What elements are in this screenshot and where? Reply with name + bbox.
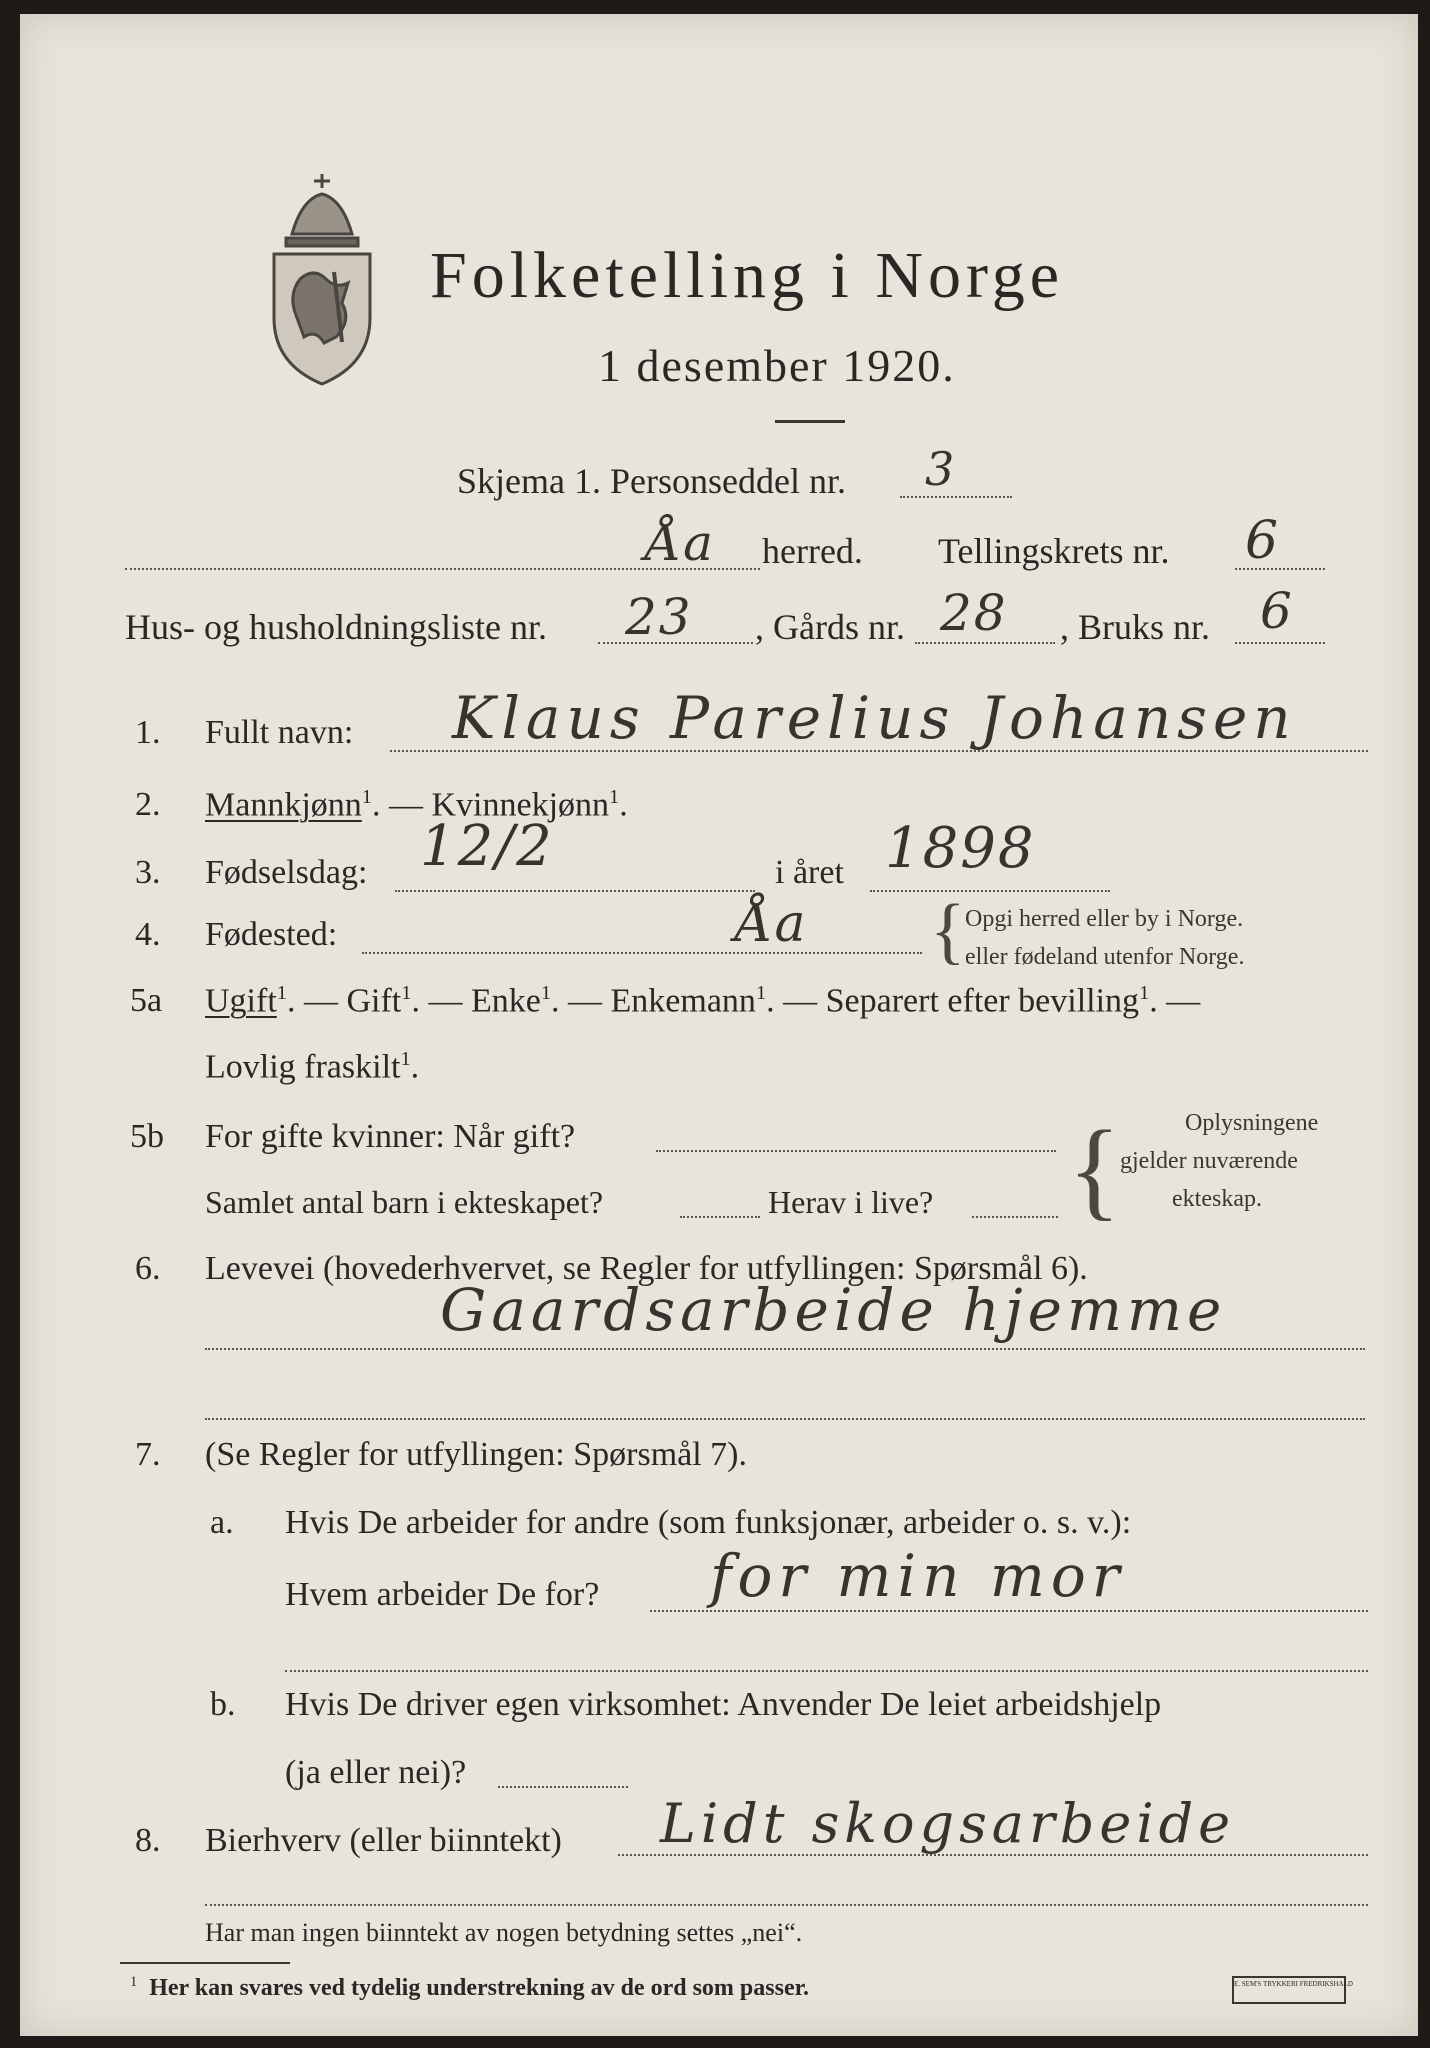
- q6-answer: Gaardsarbeide hjemme: [440, 1276, 1227, 1344]
- q5b-children-label: Samlet antal barn i ekteskapet?: [205, 1184, 604, 1220]
- q3-label: Fødselsdag:: [205, 854, 368, 891]
- q7b-yesno-label: (ja eller nei)?: [285, 1754, 467, 1791]
- gards-line: [915, 642, 1055, 644]
- q4-brace: {: [930, 890, 966, 972]
- q5b-note-2: gjelder nuværende: [1120, 1148, 1298, 1174]
- printer-stamp: [1232, 1976, 1353, 2004]
- q6-number: 6.: [135, 1250, 161, 1287]
- q8-answer: Lidt skogsarbeide: [660, 1792, 1236, 1855]
- q5a-ugift-option: Ugift: [205, 982, 277, 1020]
- q4-note-2: eller fødeland utenfor Norge.: [965, 944, 1245, 970]
- q4-line: [362, 952, 922, 954]
- q6-label: Levevei (hovederhvervet, se Regler for utfyllingen: Spørsmål 6).: [205, 1250, 1088, 1287]
- q7a-line-2: [285, 1670, 1368, 1672]
- q4-answer: Åa: [735, 894, 808, 954]
- q5a-gift-option: Gift: [346, 982, 402, 1020]
- q5b-note-1: Oplysningene: [1185, 1110, 1319, 1136]
- q7b-question: Hvis De driver egen virksomhet: Anvender De leiet arbeidshjelp: [285, 1686, 1162, 1723]
- q5a-enke-option: Enke: [470, 982, 541, 1020]
- q5b-married-line: [656, 1150, 1056, 1152]
- q5a-enkemann-option: Enkemann: [610, 982, 756, 1020]
- q2-number: 2.: [135, 786, 161, 823]
- q5a-options: Ugift$^1$. — Gift$^1$. — Enke$^1$. — Enkemann$^1$. — Separert efter bevilling$^1$. —: [205, 982, 1201, 1020]
- q6-line-1: [205, 1348, 1365, 1350]
- schema-label: Skjema 1. Personseddel nr.: [457, 461, 846, 501]
- q5a-number: 5a: [130, 982, 163, 1019]
- q3-day-answer: 12/2: [420, 814, 554, 879]
- footnote-marker: 1: [130, 1974, 138, 1990]
- q5b-married-label: For gifte kvinner: Når gift?: [205, 1118, 576, 1155]
- herred-value: Åa: [645, 514, 715, 572]
- printer-stamp-text: E. SEM'S TRYKKERI FREDRIKSHALD: [1234, 1980, 1353, 1988]
- footnote: [130, 1974, 809, 2002]
- q5b-children-line: [680, 1216, 760, 1218]
- q2-female-option: Kvinnekjønn: [431, 786, 610, 824]
- q5a-fraskilt-option: Lovlig fraskilt: [205, 1048, 401, 1086]
- q6-line-2: [205, 1418, 1365, 1420]
- q7b-line: [498, 1786, 628, 1788]
- q3-year-answer: 1898: [885, 816, 1036, 881]
- q4-note-1: Opgi herred eller by i Norge.: [965, 906, 1244, 932]
- q5b-note-3: ekteskap.: [1172, 1186, 1262, 1212]
- personseddel-number: 3: [925, 442, 957, 496]
- bruks-label: , Bruks nr.: [1060, 607, 1211, 647]
- q2-male-option: Mannkjønn: [205, 786, 362, 824]
- q7a-employer-label: Hvem arbeider De for?: [285, 1576, 600, 1613]
- herred-label: herred.: [762, 531, 863, 571]
- q5b-alive-line: [972, 1216, 1058, 1218]
- q8-line-2: [205, 1904, 1368, 1906]
- bruks-line: [1235, 642, 1325, 644]
- q2-options: Mannkjønn$^1$. — Kvinnekjønn$^1$.: [205, 786, 628, 824]
- q3-year-label: i året: [775, 854, 844, 891]
- q7a-letter: a.: [210, 1504, 234, 1541]
- q7a-question: Hvis De arbeider for andre (som funksjonær, arbeider o. s. v.):: [285, 1504, 1132, 1541]
- q4-label: Fødested:: [205, 916, 338, 953]
- q7b-letter: b.: [210, 1686, 236, 1723]
- norway-coat-of-arms-icon: [252, 164, 392, 394]
- tellingskrets-number: 6: [1245, 511, 1281, 571]
- q5a-separert-option: Separert efter bevilling: [825, 982, 1140, 1020]
- footnote-text: Her kan svares ved tydelig understrekning av de ord som passer.: [149, 1975, 810, 2001]
- bruks-number: 6: [1260, 582, 1294, 640]
- census-form-sheet: [20, 14, 1418, 2036]
- q7-label: (Se Regler for utfyllingen: Spørsmål 7).: [205, 1436, 748, 1473]
- q8-label: Bierhverv (eller biinntekt): [205, 1822, 562, 1859]
- gards-number: 28: [940, 584, 1008, 642]
- q8-number: 8.: [135, 1822, 161, 1859]
- q5a-options-cont: Lovlig fraskilt$^1$.: [205, 1048, 420, 1086]
- census-date: 1 desember 1920.: [598, 340, 956, 391]
- q5b-brace: {: [1068, 1108, 1121, 1230]
- gards-label: , Gårds nr.: [755, 607, 905, 647]
- q4-number: 4.: [135, 916, 161, 953]
- tellingskrets-label: Tellingskrets nr.: [938, 531, 1170, 571]
- title-divider: [775, 420, 845, 423]
- q1-label: Fullt navn:: [205, 714, 354, 751]
- q1-answer: Klaus Parelius Johansen: [452, 684, 1297, 752]
- q3-number: 3.: [135, 854, 161, 891]
- q7-number: 7.: [135, 1436, 161, 1473]
- form-title: Folketelling i Norge: [430, 239, 1065, 312]
- q5b-alive-label: Herav i live?: [768, 1184, 934, 1220]
- q7a-employer-answer: for min mor: [710, 1542, 1126, 1610]
- no-income-note: Har man ingen biinntekt av nogen betydning settes „nei“.: [205, 1918, 803, 1947]
- q7a-employer-line: [650, 1610, 1368, 1612]
- footnote-divider: [120, 1962, 290, 1964]
- q1-number: 1.: [135, 714, 161, 751]
- husliste-label: Hus- og husholdningsliste nr.: [125, 607, 548, 647]
- q5b-number: 5b: [130, 1118, 164, 1155]
- q3-day-line: [395, 890, 755, 892]
- q3-year-line: [870, 890, 1110, 892]
- personseddel-line: [900, 496, 1012, 498]
- husliste-number: 23: [625, 588, 693, 646]
